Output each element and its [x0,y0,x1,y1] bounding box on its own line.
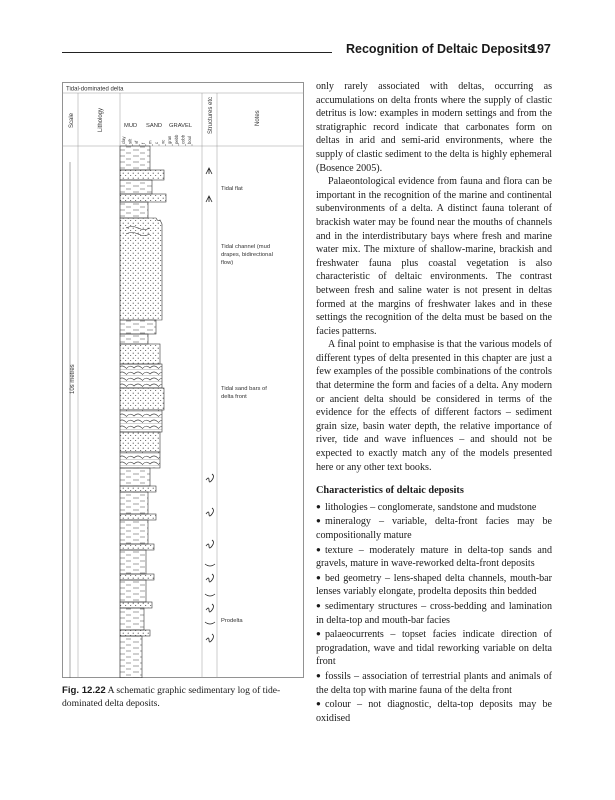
burrow-symbol [206,604,214,612]
note-tidal-flat: Tidal flat [221,186,243,192]
bed-channel-sand [120,218,162,320]
paragraph: A final point to emphasise is that the various models of different types of delta presented in this chapter are just a few examples of the possible combinations of the controls that determine the form and facies of a delta. Any modern or ancient delta should be considered in terms of the evidence for the effects of different factors – sediment grain size, basin water depth, the relative importance of river, tide and wave influences – and should not be expected to exactly match any of the models presented here or any other text books. [316,339,552,473]
bullet-icon: ● [316,670,321,680]
bullet-icon: ● [316,600,321,610]
bed-sand [120,630,150,636]
note-tidal-sand-bars: Tidal sand bars of delta front [221,386,267,400]
figure-title: Tidal-dominated delta [66,86,124,93]
running-header-title: Recognition of Deltaic Deposits [346,42,535,56]
bed-sand [120,486,156,492]
figure-label: Fig. 12.22 [62,685,106,696]
list-item: ● colour – not diagnostic, delta-top deposits may be oxidised [316,699,552,724]
list-item: ● fossils – association of terrestrial plants and animals of the delta top with marine fauna of the delta front [316,670,552,696]
body-column [316,80,552,725]
lithology-header: Lithology [98,107,104,132]
grain-size-labels [121,134,192,146]
rootlet-symbol [206,168,212,174]
figure-caption [62,684,306,710]
paragraph: Palaeontological evidence from fauna and flora can be important in the recognition of the marine and continental subenvironments of a delta. A distinct fauna tolerant of brackish water may be found near the mouths of channels and in the interdistributary bays where fresh and marine water mix. The mixture of shallow-marine, brackish and freshwater fauna plus coastal vegetation is also characteristic of deltaic environments. The contrast between fresh and saline water is not present in deltas formed at the margins of freshwater lakes and in these settings the recognition of the delta must be based on the facies patterns. [316,176,552,337]
grain-size-label: clay [121,136,126,144]
bed-mud [120,180,152,194]
grain-group-gravel: GRAVEL [169,123,193,129]
bed-mud [120,334,148,344]
grain-group-mud: MUD [124,123,138,129]
bed-sand [120,194,166,202]
bed-sand [120,544,154,550]
grain-size-label: vc [160,139,166,144]
grain-size-label: boul [187,136,192,144]
bed-sand [120,170,164,180]
bed-mud [120,202,148,218]
bed-mud [120,550,146,574]
list-item: ● mineralogy – variable, delta-front facies may be compositionally mature [316,516,552,541]
shell-symbol [205,622,215,624]
grain-size-label: f [140,142,146,144]
header-rule [62,52,332,53]
characteristics-list [316,500,552,726]
burrow-symbol [206,634,214,642]
list-item: ● bed geometry – lens-shaped delta channels, mouth-bar lenses variably elongate, prodelta deposits thin bedded [316,572,552,598]
shell-symbol [205,594,215,596]
list-item: ● texture – moderately mature in delta-top sands and gravels, mature in wave-reworked delta-front deposits [316,544,552,570]
list-item: ● sedimentary structures – cross-bedding and lamination in delta-top and mouth-bar facies [316,600,552,626]
bullet-icon: ● [316,699,321,709]
bullet-icon: ● [316,544,321,554]
bed-crossbedded-sand [120,410,162,432]
bed-sand [120,344,160,364]
bed-mud [120,608,144,630]
burrow-symbol [206,474,214,482]
note-prodelta: Prodelta [221,618,243,624]
bed-mud [120,580,146,602]
list-item: ● palaeocurrents – topset facies indicate direction of progradation, wave and tidal reworking variable on delta front [316,629,552,668]
bed-sand [120,388,164,410]
paragraph: only rarely associated with deltas, occurring as accumulations on delta fronts where the supply of clastic detritus is low: examples in modern settings and from the stratigraphic record indicate that carbonates form on deltas in arid and semi-arid environments, where the supply of clastic sediment to the delta is highly ephemeral (Bosence 2005). [316,81,552,174]
structures-header: Structures etc [208,96,214,134]
bed-mud [120,492,148,514]
bed-sand [120,432,160,452]
bed-sand [120,602,152,608]
section-heading: Characteristics of deltaic deposits [316,485,464,497]
burrow-symbol [206,508,214,516]
list-item: ● lithologies – conglomerate, sandstone and mudstone [316,501,537,513]
bed-mud [120,468,150,486]
page-number: 197 [530,42,551,56]
grain-size-label: c [154,141,159,144]
bed-mud [120,146,150,170]
bed-crossbedded-sand [120,452,160,468]
rootlet-symbol [206,196,212,202]
notes-header: Notes [255,110,261,126]
bed-mud [120,636,142,678]
sedimentary-log-figure [62,82,304,678]
burrow-symbol [206,540,214,548]
bed-crossbedded-sand [120,364,162,388]
bed-sand [120,514,156,520]
bullet-icon: ● [316,572,321,582]
grain-size-label: cobb [180,134,186,144]
sedimentary-log-svg [62,82,304,678]
grain-size-label: pebb [173,134,179,144]
figure-frame [63,83,304,678]
burrow-symbol [206,574,214,582]
grain-size-label: m [147,140,153,144]
grain-size-label: gran [167,135,173,144]
bed-mud [120,320,156,334]
bullet-icon: ● [316,629,321,639]
scale-header: Scale [69,112,75,128]
figure-caption-text: A schematic graphic sedimentary log of tide-dominated delta deposits. [62,685,281,709]
bed-mud [120,520,148,544]
scale-axis-label: 10s metres [70,364,76,394]
grain-size-label: silt [127,138,133,144]
shell-symbol [205,564,215,566]
bullet-icon: ● [316,501,321,511]
grain-size-label: vf [134,140,140,144]
bed-sand [120,574,154,580]
bullet-icon: ● [316,516,321,526]
grain-group-sand: SAND [146,123,163,129]
note-tidal-channel: Tidal channel (mud drapes, bidirectional flow) [221,244,273,266]
